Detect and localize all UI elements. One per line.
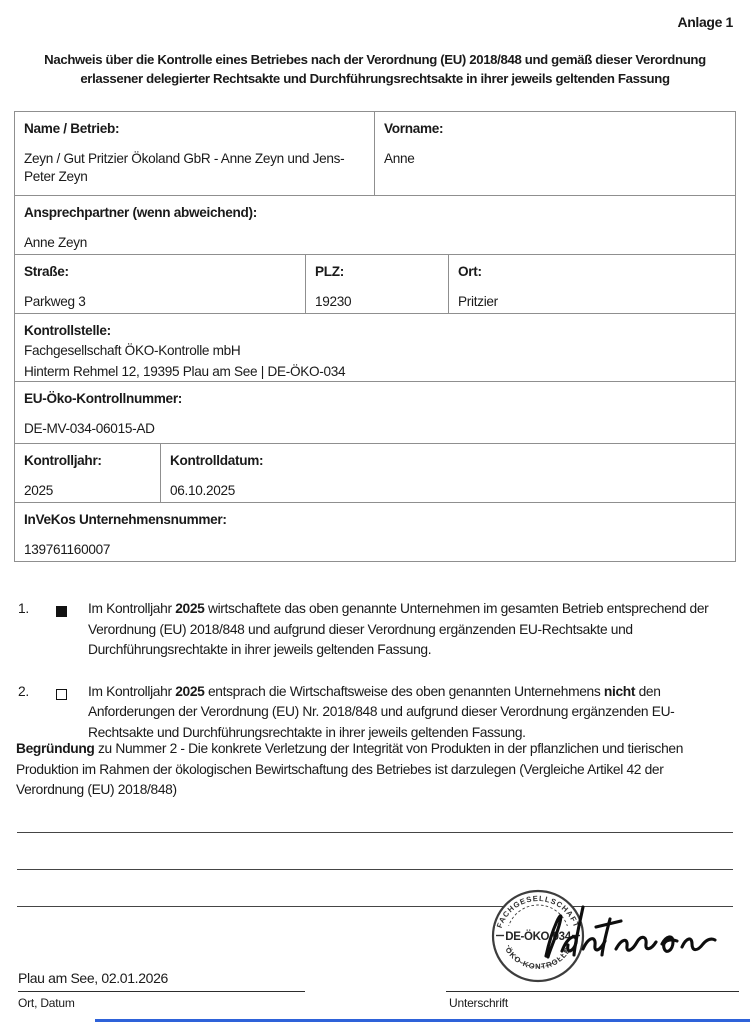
table-row-name (15, 112, 736, 196)
place-date-caption: Ort, Datum (18, 996, 75, 1010)
field-name-betrieb-label: Name / Betrieb: (24, 121, 120, 136)
declaration-item-1-number: 1. (18, 601, 29, 616)
declaration-item-2-text: Im Kontrolljahr 2025 entsprach die Wirtschaftsweise des oben genannten Unternehmens nicht den Anforderungen der Verordnung (EU) Nr. 2018/848 und aufgrund dieser Verordnung ergänzenden EU-Rechtsakte und Durchführungsrechtakte in ihrer jeweils geltenden Fassung. (88, 683, 675, 740)
field-kontrollstelle-value-line-2: Hinterm Rehmel 12, 19395 Plau am See | DE-ÖKO-034 (24, 363, 346, 379)
field-plz-value: 19230 (315, 294, 352, 309)
field-invekos (15, 503, 736, 561)
document-title (17, 50, 733, 88)
form-table (14, 111, 736, 562)
field-eu-oeko-kontrollnummer (15, 382, 736, 443)
field-kontrolldatum (161, 444, 736, 502)
declaration-item-1 (18, 599, 720, 661)
signature-caption: Unterschrift (449, 996, 508, 1010)
field-kontrolljahr (15, 444, 161, 502)
field-ort-value: Pritzier (458, 294, 498, 309)
field-strasse (15, 255, 306, 313)
declaration-item-2 (18, 682, 720, 744)
field-plz (306, 255, 449, 313)
item-2-checkbox[interactable] (56, 689, 67, 700)
stamp-middle-text: DE-ÖKO-034 (505, 931, 571, 943)
table-row-adresse (15, 255, 736, 314)
place-date-value: Plau am See, 02.01.2026 (18, 970, 168, 986)
stamp-top-text: FACHGESELLSCHAFT (494, 893, 582, 930)
field-kontrolldatum-label: Kontrolldatum: (170, 453, 264, 468)
table-row-kontrollstelle (15, 314, 736, 382)
stamp-bottom-text: ÖKO-KONTROLLE (503, 945, 573, 972)
place-date-line (18, 991, 305, 992)
table-row-kontrolljahr-datum (15, 444, 736, 503)
field-ansprechpartner (15, 196, 736, 254)
page-bottom-accent-line (95, 1019, 750, 1022)
field-name-betrieb (15, 112, 375, 195)
field-ansprechpartner-value: Anne Zeyn (24, 235, 88, 250)
document-title-line-2: erlassener delegierter Rechtsakte und Durchführungsrechtsakte in ihrer jeweils geltenden Fassung (80, 71, 670, 86)
field-kontrollstelle-value-line-1: Fachgesellschaft ÖKO-Kontrolle mbH (24, 343, 241, 358)
begruendung-paragraph: Begründung zu Nummer 2 - Die konkrete Verletzung der Integrität von Produkten in der pflanzlichen und tierischen Produktion im Rahmen der ökologischen Bewirtschaftung des Betriebes ist darzulegen (Vergleiche Artikel 42 der Verordnung (EU) 2018/848) (16, 741, 684, 797)
writing-line-2 (17, 869, 733, 870)
field-kontrollstelle-label: Kontrollstelle: (24, 323, 111, 338)
field-eu-oeko-kontrollnummer-value: DE-MV-034-06015-AD (24, 421, 155, 436)
field-ort-label: Ort: (458, 264, 482, 279)
field-vorname-label: Vorname: (384, 121, 444, 136)
field-kontrollstelle (15, 314, 736, 381)
field-kontrolljahr-value: 2025 (24, 483, 54, 498)
writing-line-1 (17, 832, 733, 833)
table-row-invekos (15, 503, 736, 562)
field-eu-oeko-kontrollnummer-label: EU-Öko-Kontrollnummer: (24, 391, 183, 406)
field-name-betrieb-value: Zeyn / Gut Pritzier Ökoland GbR - Anne Zeyn und Jens-Peter Zeyn (24, 151, 345, 184)
field-vorname-value: Anne (384, 151, 415, 166)
table-row-ansprechpartner (15, 196, 736, 255)
field-kontrolljahr-label: Kontrolljahr: (24, 453, 102, 468)
begruendung-keyword: Begründung (16, 741, 95, 756)
table-row-eu-oeko-kontrollnummer (15, 382, 736, 444)
field-invekos-value: 139761160007 (24, 542, 111, 557)
handwritten-signature (536, 892, 718, 972)
declaration-item-1-text: Im Kontrolljahr 2025 wirtschaftete das oben genannte Unternehmen im gesamten Betrieb entsprechend der Verordnung (EU) 2018/848 und aufgrund dieser Verordnung ergänzenden EU-Rechtsakte und Durchführungsrechtakte in ihrer jeweils geltenden Fassung. (88, 601, 709, 657)
field-strasse-value: Parkweg 3 (24, 294, 86, 309)
field-strasse-label: Straße: (24, 264, 69, 279)
field-invekos-label: InVeKos Unternehmensnummer: (24, 512, 227, 527)
field-ansprechpartner-label: Ansprechpartner (wenn abweichend): (24, 205, 258, 220)
field-ort (449, 255, 736, 313)
item-1-checkbox[interactable] (56, 606, 67, 617)
field-vorname (375, 112, 736, 195)
document-title-line-1: Nachweis über die Kontrolle eines Betriebes nach der Verordnung (EU) 2018/848 und gemäß dieser Verordnung (44, 52, 706, 67)
field-plz-label: PLZ: (315, 264, 345, 279)
signature-line (446, 991, 739, 992)
field-kontrolldatum-value: 06.10.2025 (170, 483, 236, 498)
declaration-item-2-number: 2. (18, 683, 29, 699)
anlage-label: Anlage 1 (677, 14, 733, 30)
